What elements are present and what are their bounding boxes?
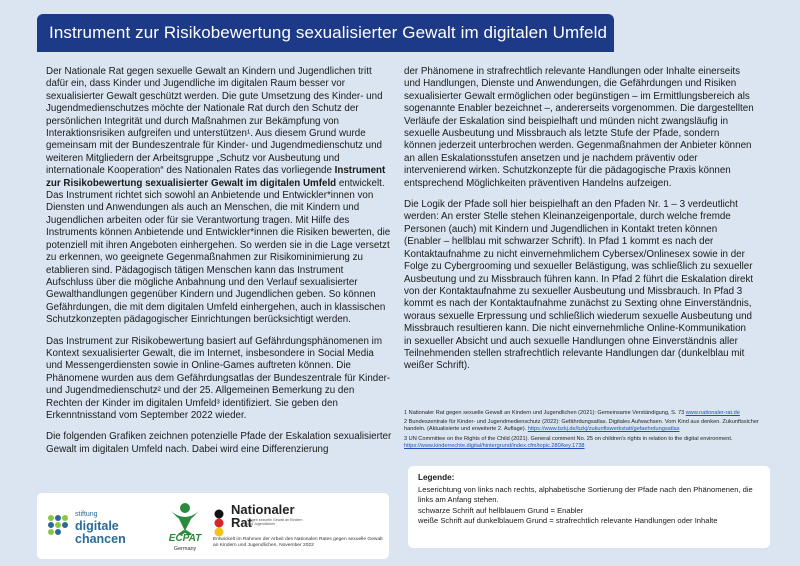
ecpat-country: Germany bbox=[173, 546, 197, 552]
differentiation-paragraph: der Phänomene in strafrechtlich relevante Handlungen oder Inhalte einerseits und Handlungen, Dienste und Anwendungen, die Gefährdungen und Risiken sexualisierter Gewalt ermöglichen oder begünstigen – im Ermittlungsbereich als sogenannte Enabler bezeichnet –, andererseits vorgenommen. Die dargestellten Verläufe der Eskalation sind beispielhaft und münden nicht zwangsläufig in sexuelle Ausbeutung und Missbrauch als letzte Stufe der Pfade, sondern können jederzeit unterbrochen werden. Gegenmaßnahmen der Anbieter können an allen Eskalationsstufen ansetzen und je nachdem präventiv oder intervenierend wirken. Schutzkonzepte für die pädagogische Praxis können entsprechend Möglichkeiten präventiven Handelns aufzeigen. bbox=[404, 66, 754, 189]
footnote-2-link[interactable]: https://www.bzkj.de/bzkj/zukunftswerkstatt/gefaehrdungsatlas bbox=[527, 426, 680, 433]
nr-line2: Rat bbox=[231, 515, 252, 530]
legend-box bbox=[408, 466, 770, 548]
ecpat-name: ECPAT bbox=[168, 533, 202, 544]
instrument-name-bold: Instrument zur Risikobewertung sexualisierter Gewalt im digitalen Umfeld bbox=[46, 165, 386, 189]
ecpat-figure-icon bbox=[165, 501, 205, 535]
footnote-2-text: 2 Bundeszentrale für Kinder- und Jugendmedienschutz (2022): Gefährdungsatlas. Digitales Aufwachsen. Vom Kind aus denken. Zukunftssicher handeln. (Aktualisierte und erweiterte 2. Auflage). bbox=[404, 419, 759, 433]
logo-box bbox=[37, 493, 389, 559]
page-title: Instrument zur Risikobewertung sexualisierter Gewalt im digitalen Umfeld bbox=[49, 23, 608, 42]
stiftung-digitale-chancen-logo bbox=[47, 506, 137, 546]
legend-criminal-acts: weiße Schrift auf dunkelblauem Grund = strafrechtlich relevante Handlungen oder Inhalte bbox=[418, 515, 718, 525]
stiftung-label: stiftung bbox=[75, 511, 98, 518]
intro-text-part2: entwickelt. Das Instrument richtet sich sowohl an Anbietende und Entwickler*innen von Diensten und Anwendungen als auch an Menschen, die mit Kindern und Jugendlichen arbeiten oder für sie Verantwortung tragen. Mit Hilfe des Instruments können Anbietende und Entwickler*innen die Risiken bewerten, die potenziell mit ihren Angeboten einhergehen. So werden sie in die Lage versetzt zu erkennen, wo geeignete Gegenmaßnahmen zur Risikominimierung zu etablieren sind. Pädagogisch tätigen Menschen kann das Instrument Aufschluss über die mögliche Anbahnung und den Verlauf sexualisierter Gewalthandlungen gegenüber Kindern und Jugendlichen geben. So können Gefährdungen, die mit dem digitalen Umfeld einhergehen, auch in klassischen Schutzkonzepten pädagogischer Einrichtungen berücksichtigt werden. bbox=[46, 177, 391, 326]
legend-title: Legende: bbox=[418, 473, 455, 482]
legend-reading-direction: Leserichtung von links nach rechts, alphabetische Sortierung der Pfade nach den Phänomenen, die links am Anfang stehen. bbox=[418, 485, 753, 505]
digitale-label: digitale bbox=[75, 519, 119, 533]
left-column bbox=[46, 66, 392, 465]
footnotes bbox=[404, 410, 774, 452]
nr-subtitle: Gegen sexuelle Gewalt an Kindern und Jugendlichen bbox=[247, 518, 303, 527]
footnote-2 bbox=[404, 419, 774, 433]
footnote-3 bbox=[404, 436, 774, 450]
intro-text-part1: Der Nationale Rat gegen sexuelle Gewalt an Kindern und Jugendlichen tritt dafür ein, dass Kinder und Jugendliche im digitalen Raum besser vor sexualisierter Gewalt geschützt werden. Die gute Umsetzung des Kinder- und Jugendmedienschutzes möchte der Nationale Rat durch den Schutz der persönlichen Integrität und durch Maßnahmen zur Bekämpfung von Interaktionsrisiken aufgreifen und unterstützen¹. Aus diesem Grund wurde gemeinsam mit der Bundeszentrale für Kinder- und Jugendmedienschutz und weiteren Mitgliedern der Arbeitsgruppe „Schutz vor Ausbeutung und internationale Kooperation“ des Nationalen Rates das vorliegende bbox=[46, 66, 383, 177]
legend-enabler: schwarze Schrift auf hellblauem Grund = Enabler bbox=[418, 505, 584, 515]
ecpat-logo bbox=[165, 501, 205, 555]
footnote-3-link[interactable]: https://www.kinderrechte.digital/hintergrund/index.cfm/topic.280/key.1738 bbox=[404, 442, 585, 449]
footnote-1-link[interactable]: www.nationaler-rat.de bbox=[685, 410, 740, 416]
footnote-1-text: 1 Nationaler Rat gegen sexuelle Gewalt an Kindern und Jugendlichen (2021): Gemeinsame Verständigung, S. 73 bbox=[404, 410, 686, 416]
stiftung-dots-icon bbox=[47, 514, 69, 536]
flag-circles-icon bbox=[211, 509, 227, 537]
stiftung-text bbox=[75, 510, 126, 546]
footnote-3-text: 3 UN Committee on the Rights of the Child (2021). General comment No. 25 on children's rights in relation to the digital environment. bbox=[404, 435, 733, 442]
development-note: Entwickelt im Rahmen der Arbeit des Nationalen Rates gegen sexuelle Gewalt an Kindern und Jugendlichen, November 2022 bbox=[213, 537, 383, 549]
path-logic-paragraph: Die Logik der Pfade soll hier beispielhaft an den Pfaden Nr. 1 – 3 verdeutlicht werden: An erster Stelle stehen Kleinanzeigenportale, durch welche fremde Personen (auch) mit Kindern und Jugendlichen in Kontakt treten können (Enabler – hellblau mit schwarzer Schrift). In Pfad 1 kommt es nach der Kontaktaufnahme zu nicht einvernehmlichem Cybersex/Onlinesex sowie in der Folge zu Cybergrooming und sexueller Belästigung, was schließlich zu sexueller Ausbeutung und zu Missbrauch führen kann. In Pfad 2 führt die Eskalation direkt von der Kontaktaufnahme zu sexueller Ausbeutung und Missbrauch. In Pfad 3 kommt es nach der Kontaktaufnahme zunächst zu Sexting ohne Einverständnis, woraus sexuelle Erpressung und schließlich wiederum sexuelle Ausbeutung und Missbrauch resultieren kann. Die nicht einvernehmliche Online-Kommunikation in sexueller Absicht und auch sexuelle Handlungen ohne Einverständnis aller Teilnehmenden stellen strafrechtlich relevante Handlungen dar (dunkelblau mit weißer Schrift). bbox=[404, 199, 754, 372]
right-column bbox=[404, 66, 754, 382]
graphics-paragraph: Die folgenden Grafiken zeichnen potenzielle Pfade der Eskalation sexualisierter Gewalt im digitalen Umfeld nach. Dabei wird eine Differenzierung bbox=[46, 431, 392, 455]
nr-line1: Nationaler bbox=[231, 502, 295, 517]
title-bar bbox=[37, 14, 614, 52]
nationaler-rat-logo bbox=[211, 497, 386, 557]
chancen-label: chancen bbox=[75, 532, 126, 546]
footnote-1 bbox=[404, 410, 774, 417]
intro-paragraph bbox=[46, 66, 392, 327]
basis-paragraph: Das Instrument zur Risikobewertung basiert auf Gefährdungsphänomenen im Kontext sexualisierter Gewalt, die im Internet, insbesondere in Social Media und Messengerdiensten sowie in Online-Games auftreten können. Die Phänomene wurden aus dem Gefährdungsatlas der Bundeszentrale für Kinder- und Jugendmedienschutz² und der 25. Allgemeinen Bemerkung zu den Rechten der Kinder im digitalen Umfeld³ identifiziert. Sie geben den Erkenntnisstand vom September 2022 wieder. bbox=[46, 335, 391, 421]
